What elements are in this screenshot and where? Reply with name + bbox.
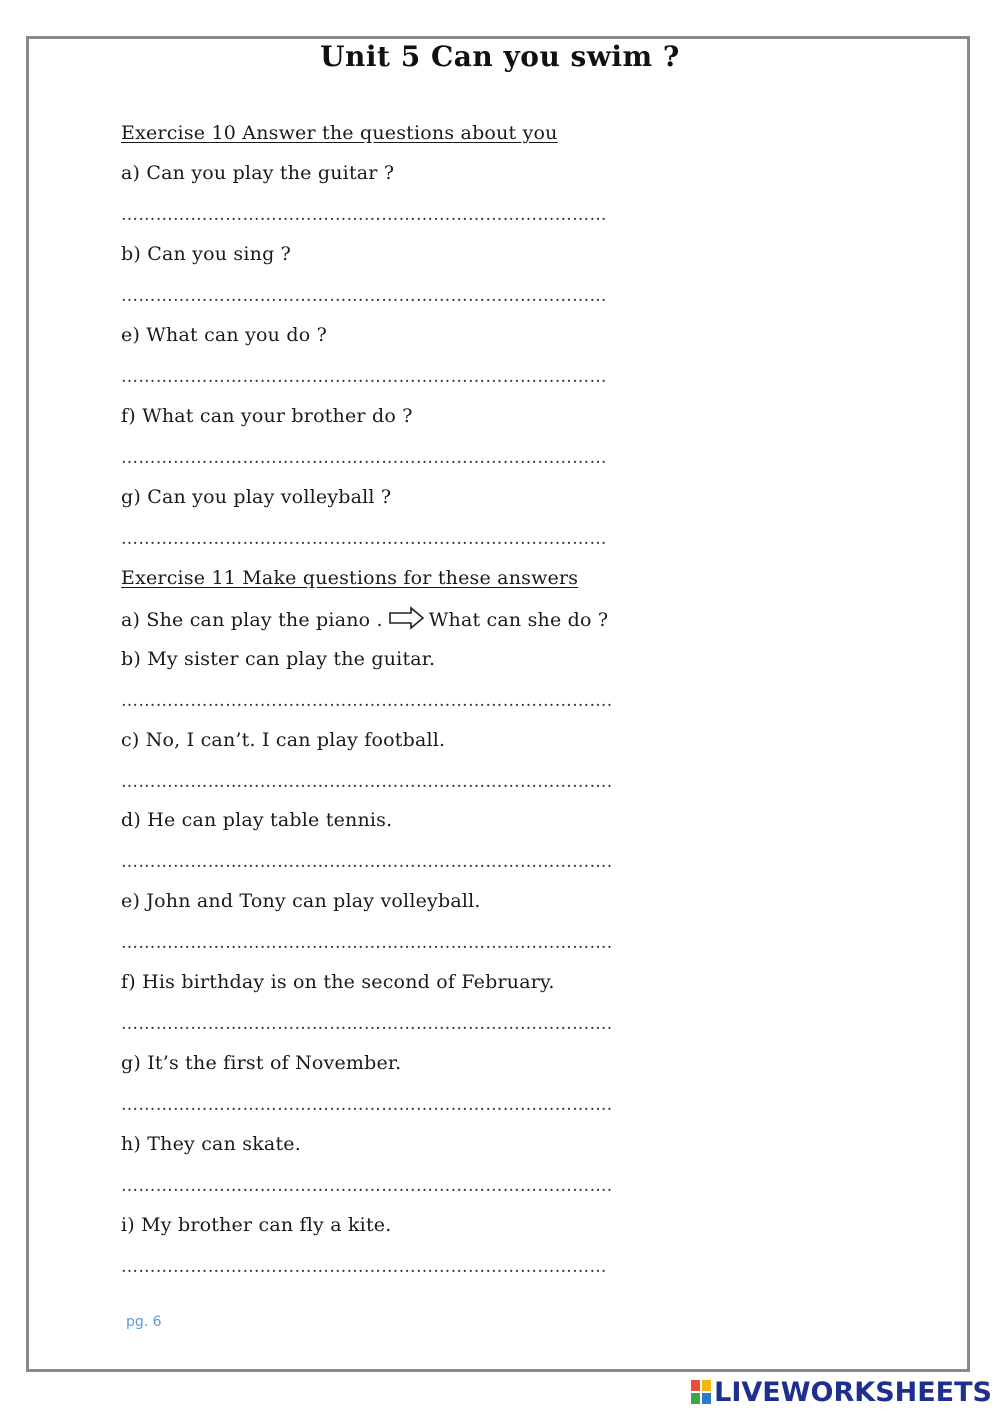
ex11-answer-line-f[interactable]: …………………………………………………………………………. (121, 1014, 613, 1034)
ex11-item-i: i) My brother can fly a kite. (121, 1214, 392, 1236)
ex11-example-question: What can she do ? (428, 609, 609, 631)
ex10-question-e: e) What can you do ? (121, 324, 327, 346)
ex10-answer-line-e[interactable]: ………………………………………………………………………… (121, 367, 607, 387)
ex10-answer-line-b[interactable]: ………………………………………………………………………… (121, 286, 607, 306)
ex11-answer-line-h[interactable]: …………………………………………………………………………. (121, 1176, 613, 1196)
page-title: Unit 5 Can you swim ? (320, 40, 680, 73)
ex11-item-g: g) It’s the first of November. (121, 1052, 402, 1074)
ex11-item-d: d) He can play table tennis. (121, 809, 393, 831)
ex10-answer-line-a[interactable]: ………………………………………………………………………… (121, 205, 607, 225)
brand-watermark (691, 1375, 992, 1409)
exercise-11-heading: Exercise 11 Make questions for these answers (121, 567, 579, 589)
ex11-item-c: c) No, I can’t. I can play football. (121, 729, 446, 751)
ex11-item-h: h) They can skate. (121, 1133, 301, 1155)
ex11-answer-line-d[interactable]: …………………………………………………………………………. (121, 852, 613, 872)
ex10-question-f: f) What can your brother do ? (121, 405, 413, 427)
ex11-item-b: b) My sister can play the guitar. (121, 648, 436, 670)
ex10-question-a: a) Can you play the guitar ? (121, 162, 395, 184)
ex10-answer-line-f[interactable]: ………………………………………………………………………… (121, 448, 607, 468)
ex11-answer-line-c[interactable]: …………………………………………………………………………. (121, 772, 613, 792)
page-number: pg. 6 (126, 1314, 162, 1330)
liveworksheets-logo-icon (691, 1380, 711, 1404)
ex11-item-f: f) His birthday is on the second of February. (121, 971, 555, 993)
ex10-question-g: g) Can you play volleyball ? (121, 486, 392, 508)
ex11-answer-line-g[interactable]: …………………………………………………………………………. (121, 1095, 613, 1115)
ex11-answer-line-e[interactable]: …………………………………………………………………………. (121, 933, 613, 953)
ex11-answer-line-i[interactable]: ………………………………………………………………………… (121, 1257, 607, 1277)
exercise-10-heading: Exercise 10 Answer the questions about you (121, 122, 558, 144)
ex10-answer-line-g[interactable]: ………………………………………………………………………… (121, 529, 607, 549)
ex11-example-answer: a) She can play the piano . (121, 609, 383, 631)
ex10-question-b: b) Can you sing ? (121, 243, 292, 265)
ex11-item-e: e) John and Tony can play volleyball. (121, 890, 481, 912)
right-arrow-icon (389, 606, 425, 636)
brand-name: LIVEWORKSHEETS (714, 1376, 992, 1408)
ex11-example (121, 606, 608, 636)
ex11-answer-line-b[interactable]: …………………………………………………………………………. (121, 691, 613, 711)
